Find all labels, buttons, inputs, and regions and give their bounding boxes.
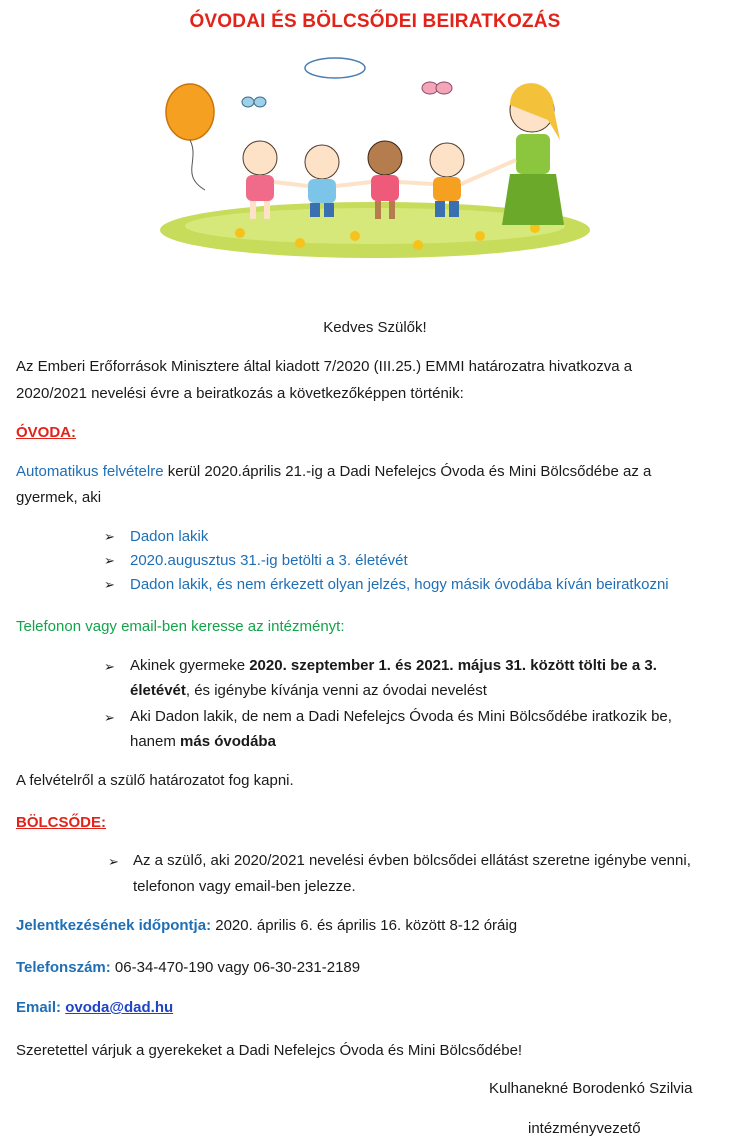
application-date-label: Jelentkezésének időpontja: [16,917,212,934]
email-link[interactable]: ovoda@dad.hu [65,999,174,1016]
phone-value: 06-34-470-190 vagy 06-30-231-2189 [110,959,361,976]
application-date [16,916,517,936]
bolcsode-item-line-1: Az a szülő, aki 2020/2021 nevelési évben bölcsődei ellátást szeretne igénybe venni, [133,852,691,869]
intro-line-2: 2020/2021 nevelési évre a beiratkozás a következőképpen történik: [16,385,464,402]
intro-line-1: Az Emberi Erőforrások Minisztere által kiadott 7/2020 (III.25.) EMMI határozatra hivatkozva a [16,358,633,375]
signature-role: intézményvezető [528,1120,641,1137]
condition-item: 2020.augusztus 31.-ig betölti a 3. életévét [130,552,408,569]
butterfly-icon [422,82,452,94]
bolcsode-heading: BÖLCSŐDE: [16,814,106,831]
condition-item: Dadon lakik, és nem érkezett olyan jelzés, hogy másik óvodába kíván beiratkozni [130,576,669,593]
decision-notice: A felvételről a szülő határozatot fog kapni. [16,772,294,789]
phone-label: Telefonszám: [16,959,111,976]
page-title: ÓVODAI ÉS BÖLCSŐDEI BEIRATKOZÁS [189,11,561,32]
contact-item-1-line-2 [130,681,487,701]
butterfly-icon [242,97,266,107]
contact-item-1-line-1 [130,656,657,676]
email-label: Email: [16,999,62,1016]
email-line [16,998,173,1018]
contact-item-1-bold: 2020. szeptember 1. és 2021. május 31. között tölti be a 3. [249,657,657,674]
teacher-figure [502,83,564,225]
auto-admission-text: kerül 2020.április 21.-ig a Dadi Nefelejcs Óvoda és Mini Bölcsődébe az a [163,463,652,480]
contact-item-2-pre: hanem [130,733,181,750]
auto-admission-line-2: gyermek, aki [16,489,102,506]
contact-item-2-line-2 [130,732,276,752]
arrow-bullet-icon: ➢ [104,553,115,568]
signature-name: Kulhanekné Borodenkó Szilvia [489,1080,693,1097]
contact-item-1-post: , és igénybe kívánja venni az óvodai nevelést [185,682,487,699]
cloud-icon [305,58,365,78]
closing-text: Szeretettel várjuk a gyerekeket a Dadi Nefelejcs Óvoda és Mini Bölcsődébe! [16,1042,523,1059]
greeting: Kedves Szülők! [323,319,427,336]
condition-item: Dadon lakik [130,528,209,545]
arrow-bullet-icon: ➢ [104,529,115,544]
application-date-value: 2020. április 6. és április 16. között 8-12 óráig [211,917,518,934]
contact-instruction: Telefonon vagy email-ben keresse az intézményt: [16,618,345,635]
children-illustration [150,50,600,260]
contact-item-2-bold: más óvodába [180,733,276,750]
balloon-icon [166,84,214,190]
contact-item-1-bold-2: életévét [130,682,186,699]
phone-line [16,958,360,978]
contact-item-2-line-1: Aki Dadon lakik, de nem a Dadi Nefelejcs Óvoda és Mini Bölcsődébe iratkozik be, [130,708,672,725]
arrow-bullet-icon: ➢ [104,577,115,592]
ovoda-heading: ÓVODA: [16,424,76,441]
auto-admission-label: Automatikus felvételre [16,463,164,480]
bolcsode-item-line-2: telefonon vagy email-ben jelezze. [133,878,356,895]
arrow-bullet-icon: ➢ [104,659,115,674]
auto-admission-line-1 [16,462,651,482]
arrow-bullet-icon: ➢ [104,710,115,725]
arrow-bullet-icon: ➢ [108,854,119,869]
contact-item-1-pre: Akinek gyermeke [130,657,250,674]
